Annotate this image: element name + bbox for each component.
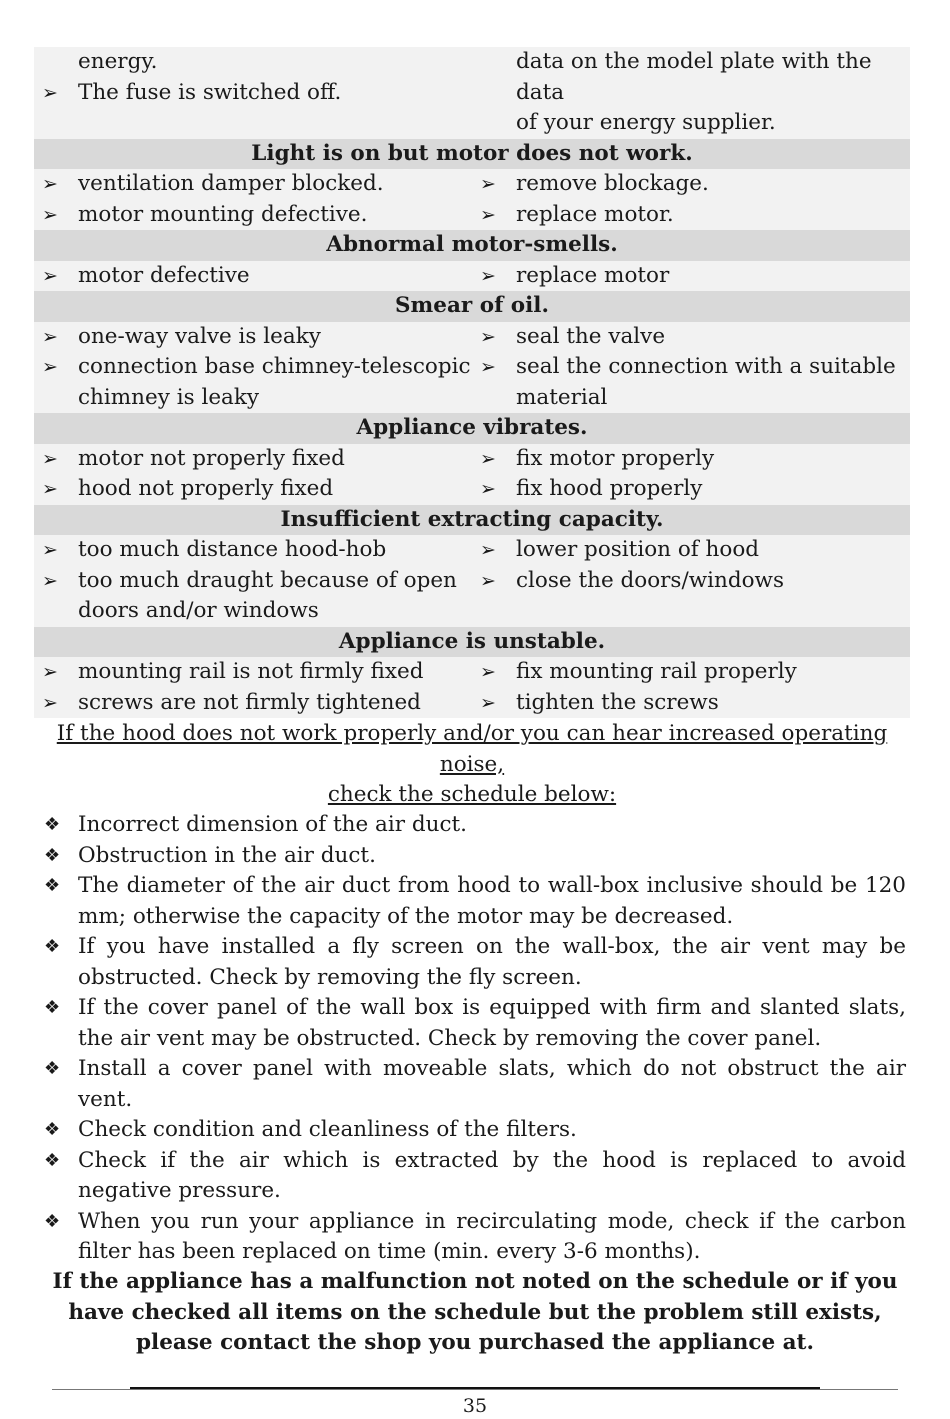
arrow-bullet-icon: ➢: [42, 81, 58, 104]
schedule-intro-line-2: check the schedule below:: [327, 782, 617, 807]
remedy-cell: [472, 200, 910, 231]
table-row: [34, 352, 910, 413]
arrow-bullet-icon: ➢: [480, 569, 496, 592]
table-cell-item: [34, 352, 472, 413]
cause-cell: [34, 200, 472, 231]
section-heading: Insufficient extracting capacity.: [34, 505, 910, 536]
footer-rule-thin: [52, 1389, 898, 1390]
arrow-bullet-icon: [472, 47, 516, 108]
table-row: [34, 322, 910, 353]
cell-line: too much draught because of open: [78, 567, 457, 593]
cause-cell: [34, 352, 472, 413]
cell-line: motor defective: [78, 262, 250, 288]
arrow-bullet-icon: ➢: [42, 356, 58, 378]
section-heading: Smear of oil.: [34, 291, 910, 322]
arrow-bullet-icon: ➢: [480, 539, 496, 561]
arrow-bullet-icon: ➢: [480, 325, 496, 348]
table-cell-item: [472, 47, 910, 108]
table-cell-item: [34, 47, 472, 78]
cell-line: motor not properly fixed: [78, 445, 345, 471]
cell-line: mounting rail is not firmly fixed: [78, 659, 424, 684]
diamond-bullet-icon: ❖: [44, 1058, 61, 1079]
arrow-bullet-icon: ➢: [42, 203, 58, 226]
list-item-text: Obstruction in the air duct.: [78, 842, 376, 868]
remedy-cell: [472, 566, 910, 627]
remedy-cell: [472, 352, 910, 413]
cell-line: close the doors/windows: [516, 567, 784, 593]
table-cell-item: [472, 169, 910, 200]
troubleshooting-top-rows: [34, 47, 910, 139]
arrow-bullet-icon: [34, 47, 78, 78]
table-cell-item: [34, 535, 472, 566]
arrow-bullet-icon: [472, 108, 516, 139]
cell-line: replace motor: [516, 262, 670, 288]
cell-line: too much distance hood-hob: [78, 537, 387, 562]
cell-line: fix mounting rail properly: [516, 659, 797, 684]
top-cause-column: [34, 47, 472, 139]
table-cell-item: [472, 261, 910, 292]
remedy-cell: [472, 474, 910, 505]
table-row: [34, 261, 910, 292]
list-item: [44, 1054, 906, 1115]
diamond-bullet-icon: ❖: [44, 1149, 61, 1171]
cell-line: seal the connection with a suitable: [516, 354, 896, 379]
table-cell-item: [472, 200, 910, 231]
list-item: [44, 932, 906, 993]
arrow-bullet-icon: ➢: [480, 173, 496, 195]
list-item: [44, 1207, 906, 1268]
table-cell-item: [472, 322, 910, 353]
list-item-text: Check if the air which is extracted by the hood is replaced to avoid negative pressure.: [78, 1147, 906, 1203]
cause-cell: [34, 688, 472, 719]
table-cell-item: [34, 169, 472, 200]
table-cell-item: [34, 566, 472, 627]
page-number: 35: [462, 1395, 488, 1417]
arrow-bullet-icon: ➢: [42, 569, 58, 592]
remedy-cell: [472, 657, 910, 688]
table-cell-item: [34, 688, 472, 719]
cause-cell: [34, 535, 472, 566]
arrow-bullet-icon: ➢: [480, 478, 496, 500]
arrow-bullet-icon: ➢: [42, 325, 58, 348]
arrow-bullet-icon: ➢: [480, 691, 496, 714]
cell-line: connection base chimney-telescopic: [78, 354, 471, 379]
table-cell-item: [472, 657, 910, 688]
diamond-bullet-icon: ❖: [44, 875, 61, 896]
table-cell-item: [472, 535, 910, 566]
list-item: [44, 1146, 906, 1207]
cell-line: replace motor.: [516, 201, 674, 227]
table-row: [34, 200, 910, 231]
cell-line: ventilation damper blocked.: [78, 171, 384, 196]
schedule-checklist: [44, 810, 906, 1268]
remedy-cell: [472, 688, 910, 719]
cell-line: screws are not firmly tightened: [78, 689, 421, 715]
arrow-bullet-icon: ➢: [42, 264, 58, 287]
remedy-cell: [472, 169, 910, 200]
list-item: [44, 871, 906, 932]
table-cell-item: [472, 688, 910, 719]
schedule-intro-line-1: If the hood does not work properly and/or you can hear increased operating noise,: [56, 721, 888, 777]
list-item: [44, 841, 906, 872]
remedy-cell: [472, 535, 910, 566]
table-cell-item: [472, 108, 910, 139]
diamond-bullet-icon: ❖: [44, 936, 61, 957]
table-row: [34, 657, 910, 688]
list-item-text: Install a cover panel with moveable slats, which do not obstruct the air vent.: [78, 1056, 906, 1112]
remedy-cell: [472, 322, 910, 353]
cause-cell: [34, 261, 472, 292]
cell-line: material: [516, 384, 608, 410]
troubleshooting-sections: [34, 139, 910, 719]
table-row: [34, 566, 910, 627]
remedy-cell: [472, 444, 910, 475]
list-item-text: If you have installed a fly screen on the wall-box, the air vent may be obstructed. Check by removing the fly screen.: [78, 934, 906, 990]
list-item: [44, 1115, 906, 1146]
list-item-text: If the cover panel of the wall box is equipped with firm and slanted slats, the air vent may be obstructed. Check by removing the cover panel.: [78, 995, 906, 1051]
diamond-bullet-icon: ❖: [44, 1210, 61, 1232]
cell-line: doors and/or windows: [78, 598, 319, 623]
cell-line: motor mounting defective.: [78, 201, 368, 227]
cell-line: energy.: [78, 49, 158, 74]
cell-line: one-way valve is leaky: [78, 323, 321, 349]
table-cell-item: [472, 352, 910, 413]
table-row: [34, 474, 910, 505]
table-row: [34, 688, 910, 719]
table-cell-item: [34, 200, 472, 231]
cell-line: chimney is leaky: [78, 384, 260, 410]
cell-line: hood not properly fixed: [78, 476, 334, 501]
section-heading: Abnormal motor-smells.: [34, 230, 910, 261]
remedy-cell: [472, 261, 910, 292]
arrow-bullet-icon: ➢: [480, 203, 496, 226]
cell-line: data on the model plate with the data: [516, 49, 872, 105]
arrow-bullet-icon: ➢: [42, 691, 58, 714]
troubleshooting-table: [34, 47, 910, 718]
arrow-bullet-icon: ➢: [480, 661, 496, 683]
list-item-text: Check condition and cleanliness of the filters.: [78, 1117, 577, 1142]
arrow-bullet-icon: ➢: [480, 356, 496, 378]
arrow-bullet-icon: ➢: [480, 447, 496, 470]
cause-cell: [34, 169, 472, 200]
list-item: [44, 810, 906, 841]
cell-line: remove blockage.: [516, 171, 709, 196]
table-cell-item: [34, 78, 472, 109]
cell-line: seal the valve: [516, 323, 666, 349]
cell-line: of your energy supplier.: [516, 110, 776, 135]
cell-line: lower position of hood: [516, 537, 760, 562]
footer-rule-thick: [130, 1387, 820, 1389]
arrow-bullet-icon: ➢: [42, 478, 58, 500]
cell-line: tighten the screws: [516, 689, 719, 715]
diamond-bullet-icon: ❖: [44, 1119, 61, 1140]
table-cell-item: [472, 474, 910, 505]
arrow-bullet-icon: ➢: [42, 173, 58, 195]
top-remedy-column: [472, 47, 910, 139]
table-cell-item: [34, 474, 472, 505]
diamond-bullet-icon: ❖: [44, 997, 61, 1018]
cell-line: The fuse is switched off.: [78, 79, 342, 105]
table-cell-item: [34, 261, 472, 292]
cause-cell: [34, 657, 472, 688]
cell-line: fix hood properly: [516, 476, 703, 501]
diamond-bullet-icon: ❖: [44, 814, 61, 835]
arrow-bullet-icon: ➢: [42, 661, 58, 683]
cause-cell: [34, 322, 472, 353]
table-cell-item: [34, 657, 472, 688]
arrow-bullet-icon: ➢: [42, 539, 58, 561]
list-item-text: When you run your appliance in recirculating mode, check if the carbon filter has been replaced on time (min. every 3-6 months).: [78, 1208, 906, 1264]
cause-cell: [34, 444, 472, 475]
cell-line: fix motor properly: [516, 445, 715, 471]
section-heading: Light is on but motor does not work.: [34, 139, 910, 170]
diamond-bullet-icon: ❖: [44, 844, 61, 866]
table-cell-item: [34, 322, 472, 353]
table-cell-item: [472, 566, 910, 597]
closing-note: If the appliance has a malfunction not noted on the schedule or if you have checked all items on the schedule but the problem still exists, please contact the shop you purchased the appliance at.: [52, 1269, 898, 1355]
arrow-bullet-icon: ➢: [42, 447, 58, 470]
arrow-bullet-icon: ➢: [480, 264, 496, 287]
table-row: [34, 535, 910, 566]
table-cell-item: [472, 444, 910, 475]
section-heading: Appliance is unstable.: [34, 627, 910, 658]
table-row: [34, 169, 910, 200]
list-item: [44, 993, 906, 1054]
table-row: [34, 444, 910, 475]
schedule-intro: [34, 719, 910, 811]
section-heading: Appliance vibrates.: [34, 413, 910, 444]
table-cell-item: [34, 444, 472, 475]
cause-cell: [34, 566, 472, 627]
list-item-text: The diameter of the air duct from hood to wall-box inclusive should be 120 mm; otherwise the capacity of the motor may be decreased.: [78, 873, 906, 929]
cause-cell: [34, 474, 472, 505]
list-item-text: Incorrect dimension of the air duct.: [78, 812, 467, 837]
